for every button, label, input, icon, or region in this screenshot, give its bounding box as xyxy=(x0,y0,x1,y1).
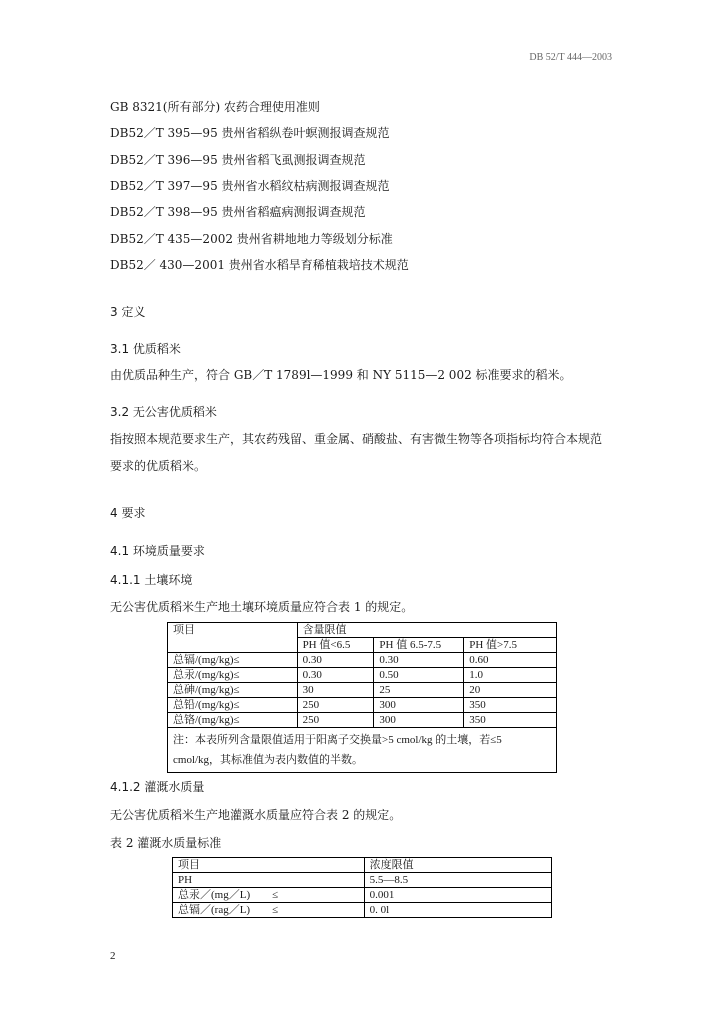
irrigation-water-table xyxy=(172,857,552,918)
table-row xyxy=(168,698,557,713)
table-header-item: 项目 xyxy=(168,623,298,653)
table-row xyxy=(173,903,552,918)
table-cell: 250 xyxy=(297,713,374,728)
paragraph: 指按照本规范要求生产，其农药残留、重金属、硝酸盐、有害微生物等各项指标均符合本规范 xyxy=(110,432,603,446)
paragraph: 无公害优质稻米生产地灌溉水质量应符合表 2 的规定。 xyxy=(110,808,402,822)
table-cell: 0.50 xyxy=(374,668,464,683)
paragraph: 要求的优质稻米。 xyxy=(110,459,207,473)
table-cell: 0.30 xyxy=(374,653,464,668)
table-cell: PH xyxy=(173,873,365,888)
table-cell: 0.60 xyxy=(464,653,557,668)
table-cell: 总砷/(mg/kg)≤ xyxy=(168,683,298,698)
table-cell: 300 xyxy=(374,698,464,713)
ref-line: DB52／T 396—95 贵州省稻飞虱测报调查规范 xyxy=(110,153,366,167)
table-header-limit: 浓度限值 xyxy=(364,858,551,873)
table-cell: 250 xyxy=(297,698,374,713)
table-header-limit: 含量限值 xyxy=(297,623,556,638)
table-cell: 总铬/(mg/kg)≤ xyxy=(168,713,298,728)
table-cell: 总铅/(mg/kg)≤ xyxy=(168,698,298,713)
table-cell: 0.001 xyxy=(364,888,551,903)
table-cell: 30 xyxy=(297,683,374,698)
table-cell: 350 xyxy=(464,713,557,728)
table-caption: 表 2 灌溉水质量标准 xyxy=(110,836,222,850)
subsection-heading: 4.1 环境质量要求 xyxy=(110,544,205,558)
table-cell: 1.0 xyxy=(464,668,557,683)
ref-line: DB52／T 435—2002 贵州省耕地地力等级划分标准 xyxy=(110,232,393,246)
paragraph: 由优质品种生产，符合 GB／T 1789l—1999 和 NY 5115—2 002 标准要求的稻米。 xyxy=(110,368,572,382)
table-row xyxy=(168,713,557,728)
table-row xyxy=(173,888,552,903)
subsection-heading: 4.1.2 灌溉水质量 xyxy=(110,780,205,794)
section-heading: 3 定义 xyxy=(110,305,146,319)
table-note: 注：本表所列含量限值适用于阳离子交换量>5 cmol/kg 的土壤，若≤5 cmol/kg，其标准值为表内数值的半数。 xyxy=(168,728,557,773)
section-heading: 4 要求 xyxy=(110,506,146,520)
table-subheader: PH 值 6.5-7.5 xyxy=(374,638,464,653)
table-cell: 总镉/(mg/kg)≤ xyxy=(168,653,298,668)
table-subheader: PH 值<6.5 xyxy=(297,638,374,653)
table-header-item: 项目 xyxy=(173,858,365,873)
table-cell: 总镉／(rag／L) ≤ xyxy=(173,903,365,918)
subsection-heading: 3.2 无公害优质稻米 xyxy=(110,405,217,419)
table-row xyxy=(173,873,552,888)
table-cell: 300 xyxy=(374,713,464,728)
running-header: DB 52/T 444—2003 xyxy=(529,52,612,63)
subsection-heading: 4.1.1 土壤环境 xyxy=(110,573,193,587)
ref-line: DB52／ 430—2001 贵州省水稻旱育稀植栽培技术规范 xyxy=(110,258,409,272)
table-cell: 总汞／(mg／L) ≤ xyxy=(173,888,365,903)
table-cell: 25 xyxy=(374,683,464,698)
table-row xyxy=(168,683,557,698)
ref-line: GB 8321(所有部分) 农药合理使用准则 xyxy=(110,100,320,114)
ref-line: DB52／T 395—95 贵州省稻纵卷叶螟测报调查规范 xyxy=(110,126,390,140)
table-cell: 0. 0l xyxy=(364,903,551,918)
table-cell: 350 xyxy=(464,698,557,713)
table-row xyxy=(168,653,557,668)
table-row xyxy=(168,668,557,683)
table-cell: 5.5—8.5 xyxy=(364,873,551,888)
table-cell: 0.30 xyxy=(297,653,374,668)
ref-line: DB52／T 397—95 贵州省水稻纹枯病测报调查规范 xyxy=(110,179,390,193)
subsection-heading: 3.1 优质稻米 xyxy=(110,342,181,356)
table-cell: 20 xyxy=(464,683,557,698)
table-cell: 0.30 xyxy=(297,668,374,683)
soil-quality-table xyxy=(167,622,557,773)
paragraph: 无公害优质稻米生产地土壤环境质量应符合表 1 的规定。 xyxy=(110,600,414,614)
table-cell: 总汞/(mg/kg)≤ xyxy=(168,668,298,683)
ref-line: DB52／T 398—95 贵州省稻瘟病测报调查规范 xyxy=(110,205,366,219)
table-subheader: PH 值>7.5 xyxy=(464,638,557,653)
page-number: 2 xyxy=(110,950,116,962)
